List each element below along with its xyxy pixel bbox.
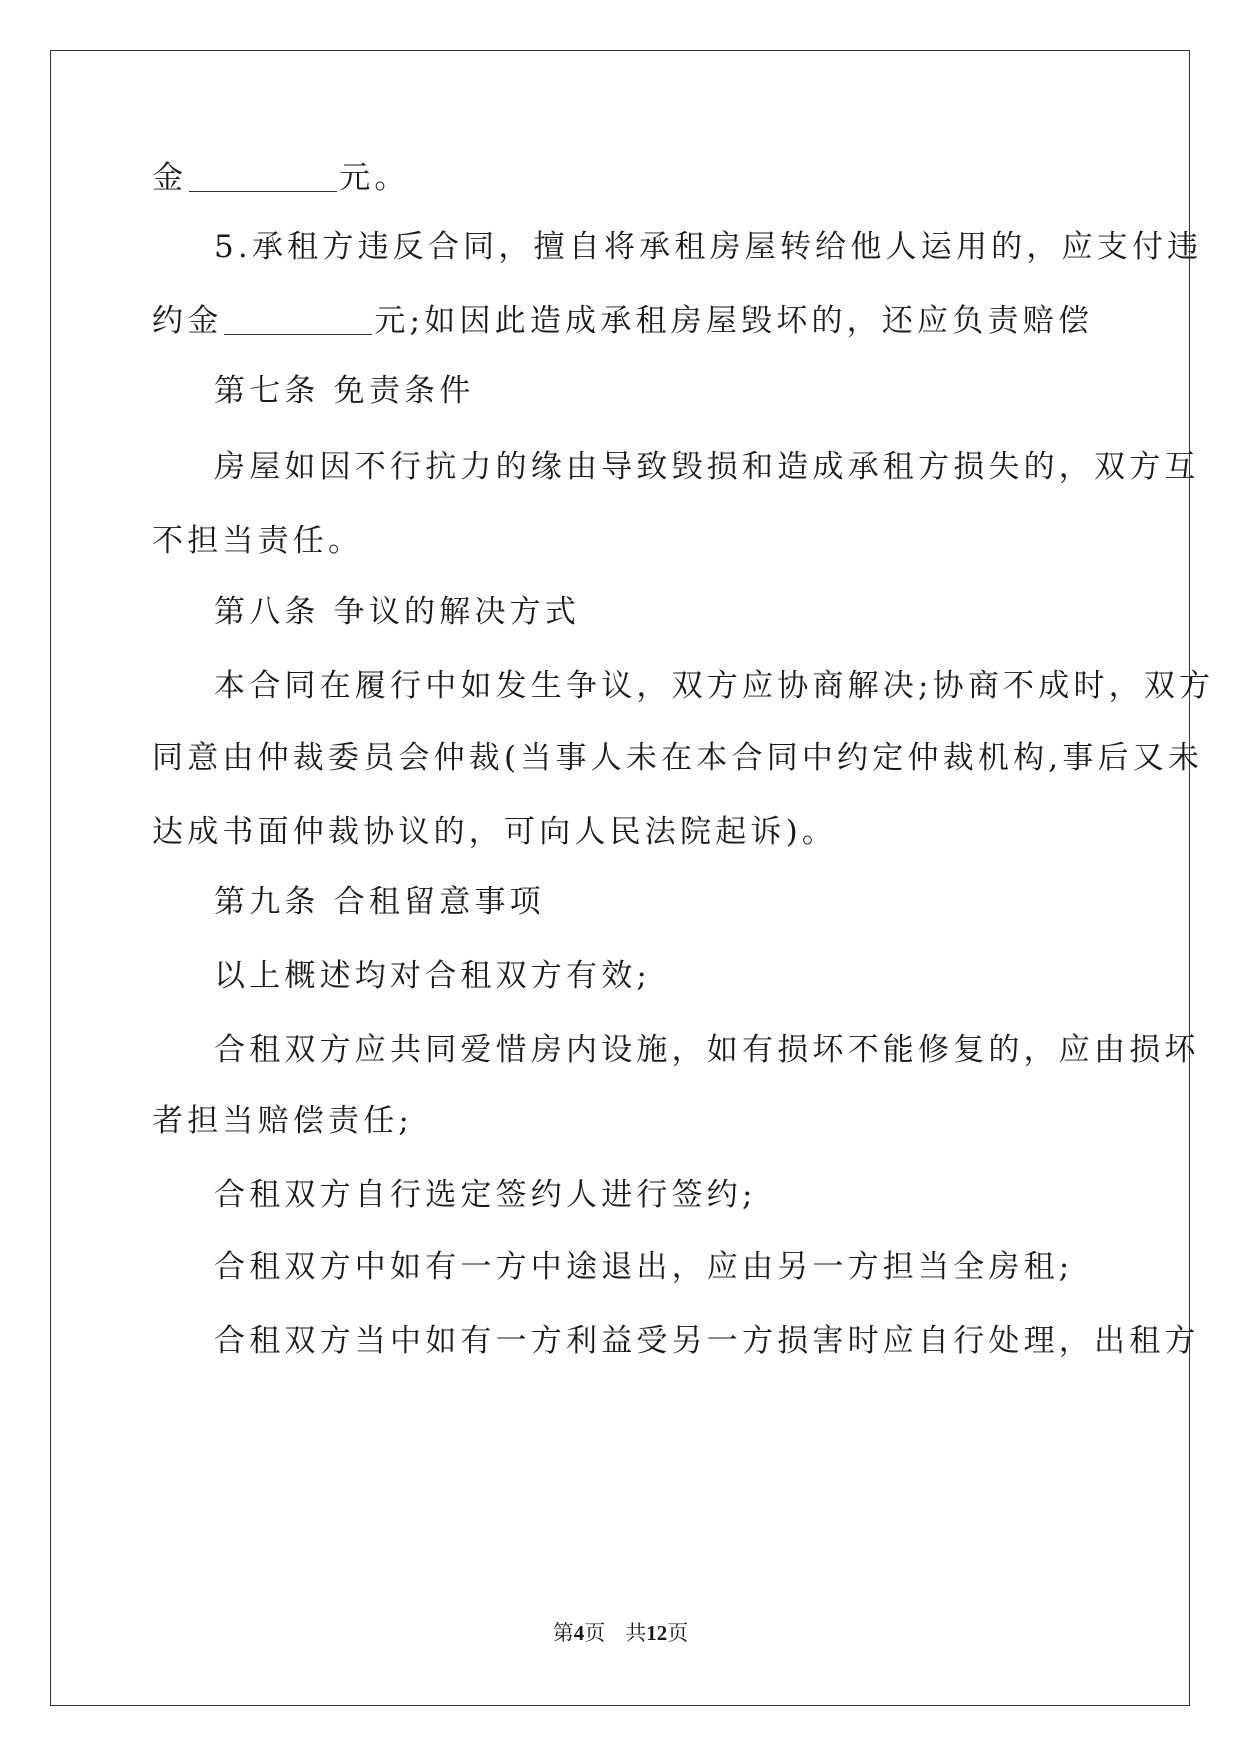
total-pages: 12: [646, 1621, 668, 1645]
page-footer: 第4页 共12页: [552, 1621, 689, 1645]
text-line: 约金 元;如因此造成承租房屋毁坏的，还应负责赔偿: [152, 303, 1094, 339]
page-frame: [50, 50, 1190, 1706]
text-line: 者担当赔偿责任;: [152, 1103, 414, 1139]
fill-in-blank: [224, 304, 372, 335]
text-line: 合租双方中如有一方中途退出，应由另一方担当全房租;: [214, 1249, 1074, 1285]
text-line: 5.承租方违反合同，擅自将承租房屋转给他人运用的，应支付违: [214, 229, 1203, 265]
text-line: 金 元。: [152, 160, 410, 196]
section-heading: 第九条 合租留意事项: [214, 884, 545, 920]
text-line: 合租双方当中如有一方利益受另一方损害时应自行处理，出租方: [214, 1323, 1200, 1359]
section-heading: 第七条 免责条件: [214, 373, 475, 409]
fill-in-blank: [189, 161, 337, 192]
page-number: 4: [573, 1621, 585, 1645]
text-line: 不担当责任。: [152, 523, 364, 559]
text-line: 合租双方应共同爱惜房内设施，如有损坏不能修复的，应由损坏: [214, 1032, 1200, 1068]
text-line: 本合同在履行中如发生争议，双方应协商解决;协商不成时，双方: [214, 668, 1215, 704]
text-line: 以上概述均对合租双方有效;: [214, 958, 652, 994]
text-line: 合租双方自行选定签约人进行签约;: [214, 1177, 757, 1213]
text-line: 房屋如因不行抗力的缘由导致毁损和造成承租方损失的，双方互: [214, 449, 1200, 485]
text-line: 同意由仲裁委员会仲裁(当事人未在本合同中约定仲裁机构,事后又未: [152, 740, 1204, 776]
text-line: 达成书面仲裁协议的，可向人民法院起诉)。: [152, 814, 838, 850]
section-heading: 第八条 争议的解决方式: [214, 594, 581, 630]
